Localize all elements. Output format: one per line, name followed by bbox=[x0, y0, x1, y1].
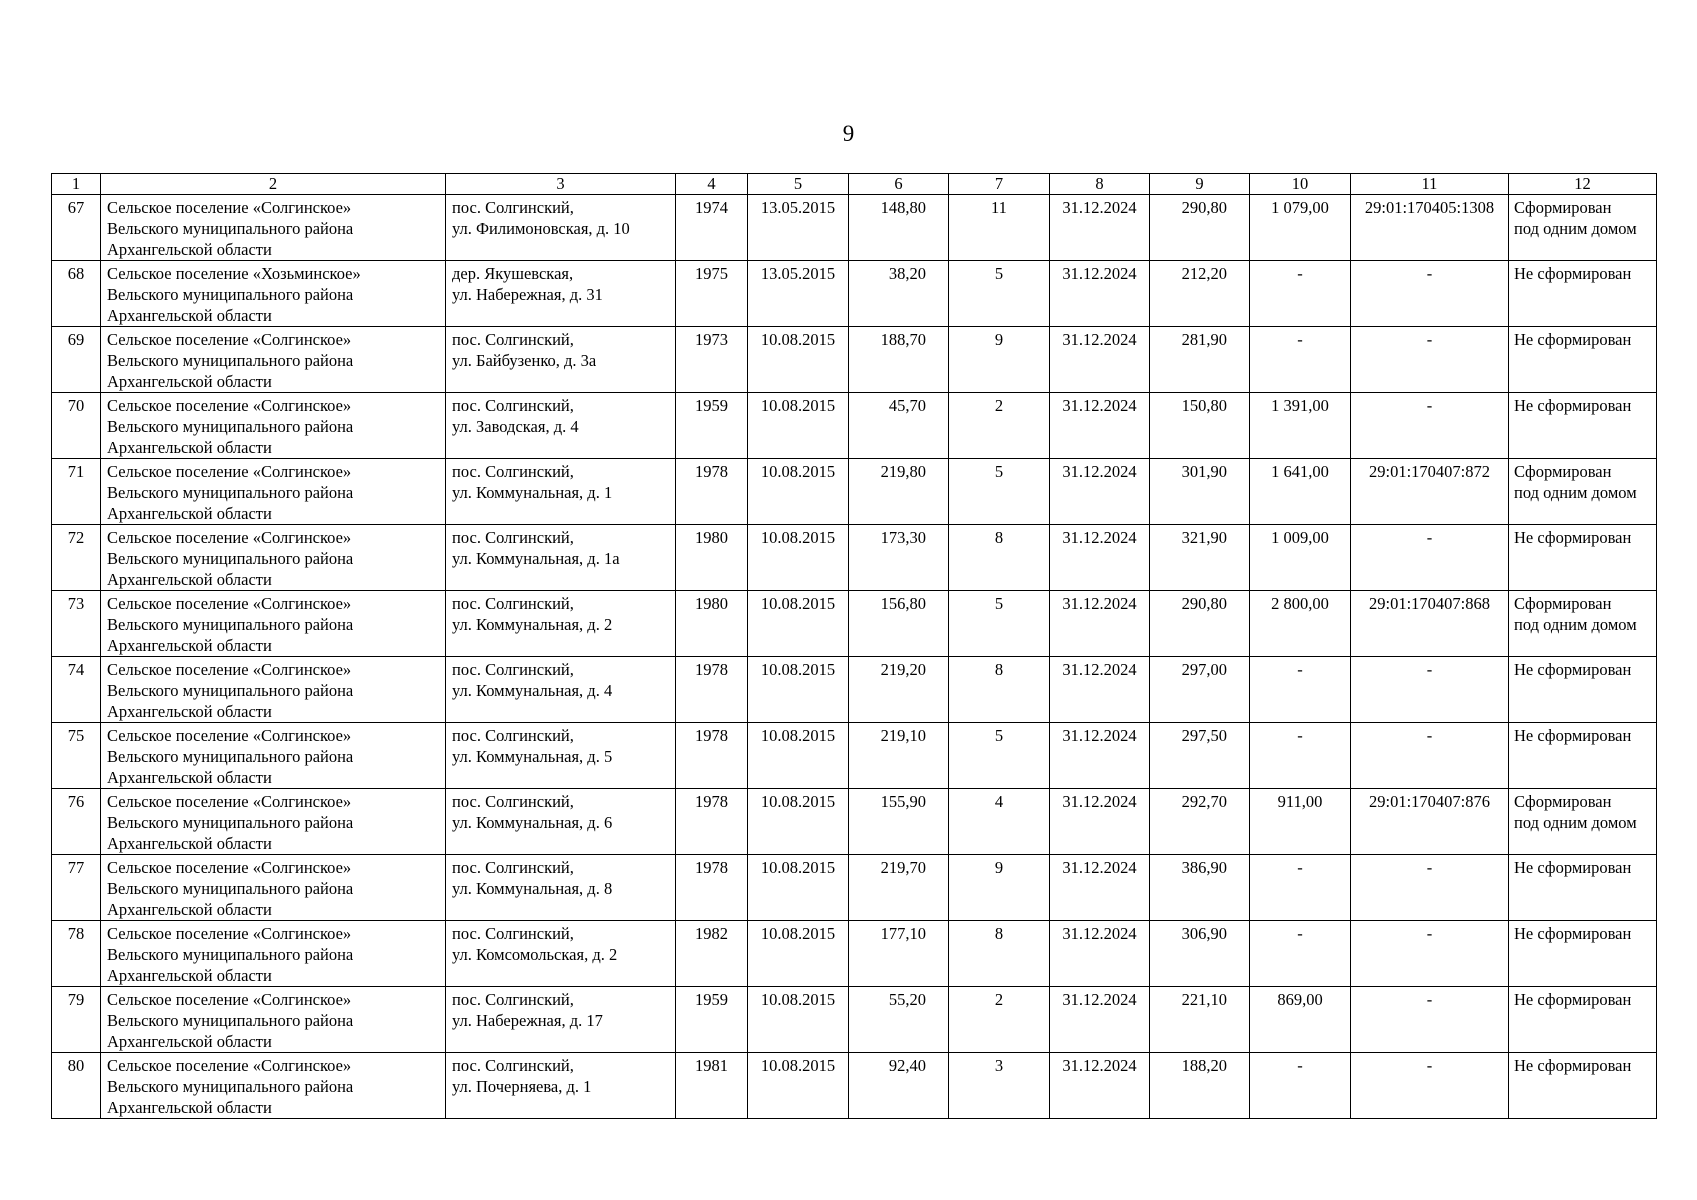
cell-status bbox=[1509, 393, 1657, 459]
cell-address-line: ул. Набережная, д. 17 bbox=[452, 1011, 603, 1030]
cell-municipality-line: Архангельской области bbox=[107, 966, 272, 985]
cell-number: 74 bbox=[52, 657, 101, 723]
cell-cadastral: 29:01:170407:876 bbox=[1351, 789, 1509, 855]
cell-cadastral: - bbox=[1351, 657, 1509, 723]
cell-address-line: пос. Солгинский, bbox=[452, 792, 574, 811]
column-header-9: 9 bbox=[1150, 174, 1250, 195]
cell-municipality-line: Вельского муниципального района bbox=[107, 879, 354, 898]
cell-address-line: пос. Солгинский, bbox=[452, 528, 574, 547]
cell-cadastral: - bbox=[1351, 855, 1509, 921]
cell-date: 10.08.2015 bbox=[748, 723, 849, 789]
cell-status-line: Не сформирован bbox=[1514, 924, 1632, 943]
cell-address bbox=[446, 195, 676, 261]
cell-total-area: 221,10 bbox=[1150, 987, 1250, 1053]
cell-municipality-line: Архангельской области bbox=[107, 768, 272, 787]
cell-address-line: ул. Заводская, д. 4 bbox=[452, 417, 579, 436]
cell-deadline: 31.12.2024 bbox=[1050, 591, 1150, 657]
cell-status-line: Сформирован bbox=[1514, 792, 1612, 811]
table-row bbox=[52, 195, 1657, 261]
cell-status bbox=[1509, 789, 1657, 855]
cell-residents: 4 bbox=[949, 789, 1050, 855]
cell-cadastral: - bbox=[1351, 723, 1509, 789]
cell-municipality-line: Архангельской области bbox=[107, 1032, 272, 1051]
cell-residents: 8 bbox=[949, 657, 1050, 723]
table-row bbox=[52, 855, 1657, 921]
cell-status-line: под одним домом bbox=[1514, 615, 1637, 634]
cell-area: 177,10 bbox=[849, 921, 949, 987]
column-header-7: 7 bbox=[949, 174, 1050, 195]
cell-address-line: ул. Коммунальная, д. 4 bbox=[452, 681, 613, 700]
cell-land-area: 1 391,00 bbox=[1250, 393, 1351, 459]
cell-status bbox=[1509, 261, 1657, 327]
cell-municipality-line: Сельское поселение «Солгинское» bbox=[107, 792, 352, 811]
cell-number: 69 bbox=[52, 327, 101, 393]
cell-municipality-line: Сельское поселение «Солгинское» bbox=[107, 660, 352, 679]
cell-status bbox=[1509, 723, 1657, 789]
cell-address-line: пос. Солгинский, bbox=[452, 462, 574, 481]
column-header-4: 4 bbox=[676, 174, 748, 195]
cell-municipality-line: Архангельской области bbox=[107, 306, 272, 325]
cell-municipality-line: Сельское поселение «Солгинское» bbox=[107, 462, 352, 481]
cell-area: 92,40 bbox=[849, 1053, 949, 1119]
cell-land-area: 1 641,00 bbox=[1250, 459, 1351, 525]
cell-residents: 3 bbox=[949, 1053, 1050, 1119]
cell-number: 72 bbox=[52, 525, 101, 591]
cell-address bbox=[446, 591, 676, 657]
column-header-8: 8 bbox=[1050, 174, 1150, 195]
cell-municipality-line: Архангельской области bbox=[107, 372, 272, 391]
cell-deadline: 31.12.2024 bbox=[1050, 657, 1150, 723]
cell-address-line: ул. Почерняева, д. 1 bbox=[452, 1077, 592, 1096]
cell-status-line: Не сформирован bbox=[1514, 726, 1632, 745]
cell-status bbox=[1509, 327, 1657, 393]
cell-land-area: - bbox=[1250, 1053, 1351, 1119]
cell-year: 1974 bbox=[676, 195, 748, 261]
cell-deadline: 31.12.2024 bbox=[1050, 789, 1150, 855]
cell-status-line: Сформирован bbox=[1514, 594, 1612, 613]
cell-total-area: 281,90 bbox=[1150, 327, 1250, 393]
cell-status-line: Не сформирован bbox=[1514, 396, 1632, 415]
cell-cadastral: - bbox=[1351, 987, 1509, 1053]
cell-cadastral: - bbox=[1351, 327, 1509, 393]
cell-municipality-line: Сельское поселение «Солгинское» bbox=[107, 990, 352, 1009]
cell-year: 1978 bbox=[676, 657, 748, 723]
cell-land-area: 869,00 bbox=[1250, 987, 1351, 1053]
cell-area: 55,20 bbox=[849, 987, 949, 1053]
cell-deadline: 31.12.2024 bbox=[1050, 195, 1150, 261]
cell-area: 148,80 bbox=[849, 195, 949, 261]
cell-municipality-line: Вельского муниципального района bbox=[107, 813, 354, 832]
cell-number: 77 bbox=[52, 855, 101, 921]
cell-address-line: ул. Коммунальная, д. 1 bbox=[452, 483, 613, 502]
table-row bbox=[52, 525, 1657, 591]
cell-address bbox=[446, 657, 676, 723]
cell-address bbox=[446, 327, 676, 393]
column-header-11: 11 bbox=[1351, 174, 1509, 195]
cell-municipality bbox=[101, 393, 446, 459]
cell-municipality-line: Вельского муниципального района bbox=[107, 681, 354, 700]
cell-land-area: 2 800,00 bbox=[1250, 591, 1351, 657]
cell-municipality-line: Сельское поселение «Солгинское» bbox=[107, 726, 352, 745]
cell-municipality bbox=[101, 525, 446, 591]
cell-address-line: пос. Солгинский, bbox=[452, 396, 574, 415]
cell-total-area: 292,70 bbox=[1150, 789, 1250, 855]
cell-municipality-line: Вельского муниципального района bbox=[107, 615, 354, 634]
cell-residents: 8 bbox=[949, 921, 1050, 987]
cell-residents: 2 bbox=[949, 393, 1050, 459]
cell-deadline: 31.12.2024 bbox=[1050, 921, 1150, 987]
cell-municipality-line: Архангельской области bbox=[107, 900, 272, 919]
cell-date: 10.08.2015 bbox=[748, 657, 849, 723]
cell-year: 1978 bbox=[676, 723, 748, 789]
cell-land-area: - bbox=[1250, 657, 1351, 723]
cell-municipality-line: Вельского муниципального района bbox=[107, 1077, 354, 1096]
cell-cadastral: - bbox=[1351, 393, 1509, 459]
cell-land-area: 911,00 bbox=[1250, 789, 1351, 855]
cell-address-line: ул. Коммунальная, д. 5 bbox=[452, 747, 613, 766]
cell-municipality-line: Вельского муниципального района bbox=[107, 351, 354, 370]
cell-municipality bbox=[101, 921, 446, 987]
cell-address-line: ул. Набережная, д. 31 bbox=[452, 285, 603, 304]
cell-land-area: - bbox=[1250, 261, 1351, 327]
cell-status-line: Не сформирован bbox=[1514, 330, 1632, 349]
cell-municipality bbox=[101, 459, 446, 525]
cell-residents: 9 bbox=[949, 327, 1050, 393]
cell-year: 1978 bbox=[676, 459, 748, 525]
cell-municipality-line: Вельского муниципального района bbox=[107, 219, 354, 238]
cell-address bbox=[446, 987, 676, 1053]
cell-number: 71 bbox=[52, 459, 101, 525]
cell-address-line: ул. Байбузенко, д. 3а bbox=[452, 351, 597, 370]
cell-municipality-line: Вельского муниципального района bbox=[107, 747, 354, 766]
table-row bbox=[52, 261, 1657, 327]
table-row bbox=[52, 591, 1657, 657]
cell-area: 38,20 bbox=[849, 261, 949, 327]
cell-total-area: 386,90 bbox=[1150, 855, 1250, 921]
cell-area: 219,70 bbox=[849, 855, 949, 921]
cell-residents: 5 bbox=[949, 723, 1050, 789]
cell-date: 10.08.2015 bbox=[748, 855, 849, 921]
cell-status-line: под одним домом bbox=[1514, 813, 1637, 832]
cell-number: 79 bbox=[52, 987, 101, 1053]
cell-area: 219,80 bbox=[849, 459, 949, 525]
cell-address-line: пос. Солгинский, bbox=[452, 726, 574, 745]
table-row bbox=[52, 723, 1657, 789]
cell-municipality bbox=[101, 789, 446, 855]
cell-cadastral: - bbox=[1351, 921, 1509, 987]
cell-municipality-line: Архангельской области bbox=[107, 1098, 272, 1117]
cell-cadastral: 29:01:170407:872 bbox=[1351, 459, 1509, 525]
cell-municipality-line: Сельское поселение «Солгинское» bbox=[107, 1056, 352, 1075]
cell-total-area: 306,90 bbox=[1150, 921, 1250, 987]
cell-municipality-line: Сельское поселение «Солгинское» bbox=[107, 594, 352, 613]
cell-total-area: 321,90 bbox=[1150, 525, 1250, 591]
cell-address-line: пос. Солгинский, bbox=[452, 858, 574, 877]
cell-municipality bbox=[101, 855, 446, 921]
cell-municipality-line: Сельское поселение «Хозьминское» bbox=[107, 264, 361, 283]
cell-land-area: - bbox=[1250, 723, 1351, 789]
cell-municipality bbox=[101, 261, 446, 327]
cell-address-line: пос. Солгинский, bbox=[452, 1056, 574, 1075]
cell-number: 67 bbox=[52, 195, 101, 261]
cell-deadline: 31.12.2024 bbox=[1050, 459, 1150, 525]
table-row bbox=[52, 327, 1657, 393]
cell-year: 1980 bbox=[676, 525, 748, 591]
table-row bbox=[52, 657, 1657, 723]
cell-land-area: 1 079,00 bbox=[1250, 195, 1351, 261]
cell-address-line: пос. Солгинский, bbox=[452, 924, 574, 943]
cell-number: 80 bbox=[52, 1053, 101, 1119]
cell-date: 10.08.2015 bbox=[748, 327, 849, 393]
cell-total-area: 297,00 bbox=[1150, 657, 1250, 723]
cell-address-line: пос. Солгинский, bbox=[452, 990, 574, 1009]
cell-municipality-line: Архангельской области bbox=[107, 834, 272, 853]
cell-address bbox=[446, 921, 676, 987]
cell-cadastral: - bbox=[1351, 1053, 1509, 1119]
cell-area: 173,30 bbox=[849, 525, 949, 591]
cell-number: 68 bbox=[52, 261, 101, 327]
cell-municipality bbox=[101, 327, 446, 393]
cell-municipality-line: Сельское поселение «Солгинское» bbox=[107, 858, 352, 877]
cell-address-line: ул. Коммунальная, д. 1а bbox=[452, 549, 620, 568]
table-row bbox=[52, 921, 1657, 987]
cell-residents: 2 bbox=[949, 987, 1050, 1053]
cell-residents: 5 bbox=[949, 591, 1050, 657]
cell-status-line: Не сформирован bbox=[1514, 990, 1632, 1009]
cell-status-line: Не сформирован bbox=[1514, 1056, 1632, 1075]
cell-date: 10.08.2015 bbox=[748, 525, 849, 591]
cell-residents: 8 bbox=[949, 525, 1050, 591]
cell-deadline: 31.12.2024 bbox=[1050, 393, 1150, 459]
cell-year: 1959 bbox=[676, 987, 748, 1053]
cell-status bbox=[1509, 195, 1657, 261]
column-header-2: 2 bbox=[101, 174, 446, 195]
table-row bbox=[52, 1053, 1657, 1119]
table-row bbox=[52, 393, 1657, 459]
cell-status bbox=[1509, 1053, 1657, 1119]
cell-date: 10.08.2015 bbox=[748, 459, 849, 525]
cell-residents: 5 bbox=[949, 261, 1050, 327]
cell-municipality bbox=[101, 657, 446, 723]
cell-total-area: 290,80 bbox=[1150, 195, 1250, 261]
cell-total-area: 212,20 bbox=[1150, 261, 1250, 327]
cell-address bbox=[446, 525, 676, 591]
cell-municipality bbox=[101, 1053, 446, 1119]
cell-municipality bbox=[101, 195, 446, 261]
cell-address bbox=[446, 1053, 676, 1119]
cell-deadline: 31.12.2024 bbox=[1050, 327, 1150, 393]
cell-municipality-line: Вельского муниципального района bbox=[107, 549, 354, 568]
table-row bbox=[52, 459, 1657, 525]
cell-residents: 5 bbox=[949, 459, 1050, 525]
cell-status-line: Не сформирован bbox=[1514, 858, 1632, 877]
cell-municipality-line: Архангельской области bbox=[107, 636, 272, 655]
cell-area: 156,80 bbox=[849, 591, 949, 657]
cell-address-line: ул. Коммунальная, д. 2 bbox=[452, 615, 613, 634]
cell-municipality-line: Вельского муниципального района bbox=[107, 417, 354, 436]
cell-status bbox=[1509, 525, 1657, 591]
cell-year: 1981 bbox=[676, 1053, 748, 1119]
cell-area: 219,10 bbox=[849, 723, 949, 789]
cell-cadastral: 29:01:170407:868 bbox=[1351, 591, 1509, 657]
cell-status bbox=[1509, 987, 1657, 1053]
cell-total-area: 150,80 bbox=[1150, 393, 1250, 459]
cell-status bbox=[1509, 855, 1657, 921]
cell-municipality bbox=[101, 723, 446, 789]
table-row bbox=[52, 987, 1657, 1053]
cell-cadastral: 29:01:170405:1308 bbox=[1351, 195, 1509, 261]
cell-number: 76 bbox=[52, 789, 101, 855]
column-header-3: 3 bbox=[446, 174, 676, 195]
cell-address-line: пос. Солгинский, bbox=[452, 660, 574, 679]
cell-municipality-line: Вельского муниципального района bbox=[107, 1011, 354, 1030]
cell-year: 1978 bbox=[676, 855, 748, 921]
cell-total-area: 297,50 bbox=[1150, 723, 1250, 789]
table-body bbox=[52, 195, 1657, 1119]
cell-area: 155,90 bbox=[849, 789, 949, 855]
cell-municipality-line: Вельского муниципального района bbox=[107, 483, 354, 502]
cell-deadline: 31.12.2024 bbox=[1050, 723, 1150, 789]
column-header-1: 1 bbox=[52, 174, 101, 195]
cell-cadastral: - bbox=[1351, 525, 1509, 591]
cell-address-line: ул. Филимоновская, д. 10 bbox=[452, 219, 630, 238]
cell-date: 10.08.2015 bbox=[748, 591, 849, 657]
cell-address-line: ул. Коммунальная, д. 6 bbox=[452, 813, 613, 832]
cell-land-area: - bbox=[1250, 855, 1351, 921]
cell-municipality-line: Архангельской области bbox=[107, 504, 272, 523]
cell-status bbox=[1509, 459, 1657, 525]
cell-number: 73 bbox=[52, 591, 101, 657]
cell-date: 10.08.2015 bbox=[748, 987, 849, 1053]
cell-municipality-line: Сельское поселение «Солгинское» bbox=[107, 528, 352, 547]
cell-address-line: дер. Якушевская, bbox=[452, 264, 574, 283]
cell-year: 1978 bbox=[676, 789, 748, 855]
cell-number: 78 bbox=[52, 921, 101, 987]
column-header-6: 6 bbox=[849, 174, 949, 195]
cell-number: 70 bbox=[52, 393, 101, 459]
cell-land-area: - bbox=[1250, 327, 1351, 393]
cell-year: 1959 bbox=[676, 393, 748, 459]
cell-address bbox=[446, 459, 676, 525]
cell-status bbox=[1509, 657, 1657, 723]
cell-residents: 9 bbox=[949, 855, 1050, 921]
table-header bbox=[52, 174, 1657, 195]
header-row bbox=[52, 174, 1657, 195]
cell-address bbox=[446, 261, 676, 327]
cell-total-area: 188,20 bbox=[1150, 1053, 1250, 1119]
cell-date: 13.05.2015 bbox=[748, 195, 849, 261]
cell-municipality bbox=[101, 591, 446, 657]
cell-address bbox=[446, 393, 676, 459]
cell-deadline: 31.12.2024 bbox=[1050, 855, 1150, 921]
cell-municipality-line: Архангельской области bbox=[107, 570, 272, 589]
cell-municipality bbox=[101, 987, 446, 1053]
cell-address bbox=[446, 723, 676, 789]
cell-municipality-line: Сельское поселение «Солгинское» bbox=[107, 924, 352, 943]
cell-status-line: под одним домом bbox=[1514, 219, 1637, 238]
cell-deadline: 31.12.2024 bbox=[1050, 987, 1150, 1053]
column-header-12: 12 bbox=[1509, 174, 1657, 195]
cell-residents: 11 bbox=[949, 195, 1050, 261]
cell-date: 10.08.2015 bbox=[748, 789, 849, 855]
cell-date: 10.08.2015 bbox=[748, 1053, 849, 1119]
cell-address bbox=[446, 789, 676, 855]
cell-year: 1973 bbox=[676, 327, 748, 393]
cell-status-line: Сформирован bbox=[1514, 462, 1612, 481]
cell-status-line: Не сформирован bbox=[1514, 528, 1632, 547]
cell-total-area: 290,80 bbox=[1150, 591, 1250, 657]
cell-address-line: ул. Комсомольская, д. 2 bbox=[452, 945, 618, 964]
cell-municipality-line: Архангельской области bbox=[107, 702, 272, 721]
cell-deadline: 31.12.2024 bbox=[1050, 1053, 1150, 1119]
cell-address bbox=[446, 855, 676, 921]
cell-date: 10.08.2015 bbox=[748, 393, 849, 459]
cell-year: 1980 bbox=[676, 591, 748, 657]
cell-status-line: под одним домом bbox=[1514, 483, 1637, 502]
cell-status-line: Не сформирован bbox=[1514, 264, 1632, 283]
cell-municipality-line: Сельское поселение «Солгинское» bbox=[107, 330, 352, 349]
cell-municipality-line: Сельское поселение «Солгинское» bbox=[107, 396, 352, 415]
cell-address-line: пос. Солгинский, bbox=[452, 330, 574, 349]
housing-register-table bbox=[51, 173, 1657, 1119]
cell-date: 10.08.2015 bbox=[748, 921, 849, 987]
cell-date: 13.05.2015 bbox=[748, 261, 849, 327]
cell-land-area: 1 009,00 bbox=[1250, 525, 1351, 591]
cell-status bbox=[1509, 591, 1657, 657]
cell-year: 1982 bbox=[676, 921, 748, 987]
table-row bbox=[52, 789, 1657, 855]
cell-year: 1975 bbox=[676, 261, 748, 327]
cell-address-line: пос. Солгинский, bbox=[452, 594, 574, 613]
cell-deadline: 31.12.2024 bbox=[1050, 525, 1150, 591]
cell-number: 75 bbox=[52, 723, 101, 789]
cell-address-line: ул. Коммунальная, д. 8 bbox=[452, 879, 613, 898]
cell-status-line: Не сформирован bbox=[1514, 660, 1632, 679]
cell-status bbox=[1509, 921, 1657, 987]
cell-municipality-line: Вельского муниципального района bbox=[107, 945, 354, 964]
column-header-5: 5 bbox=[748, 174, 849, 195]
cell-cadastral: - bbox=[1351, 261, 1509, 327]
cell-area: 188,70 bbox=[849, 327, 949, 393]
cell-status-line: Сформирован bbox=[1514, 198, 1612, 217]
cell-area: 45,70 bbox=[849, 393, 949, 459]
cell-total-area: 301,90 bbox=[1150, 459, 1250, 525]
page-number: 9 bbox=[842, 121, 855, 146]
cell-address-line: пос. Солгинский, bbox=[452, 198, 574, 217]
cell-area: 219,20 bbox=[849, 657, 949, 723]
cell-land-area: - bbox=[1250, 921, 1351, 987]
cell-deadline: 31.12.2024 bbox=[1050, 261, 1150, 327]
cell-municipality-line: Сельское поселение «Солгинское» bbox=[107, 198, 352, 217]
cell-municipality-line: Вельского муниципального района bbox=[107, 285, 354, 304]
cell-municipality-line: Архангельской области bbox=[107, 240, 272, 259]
column-header-10: 10 bbox=[1250, 174, 1351, 195]
cell-municipality-line: Архангельской области bbox=[107, 438, 272, 457]
